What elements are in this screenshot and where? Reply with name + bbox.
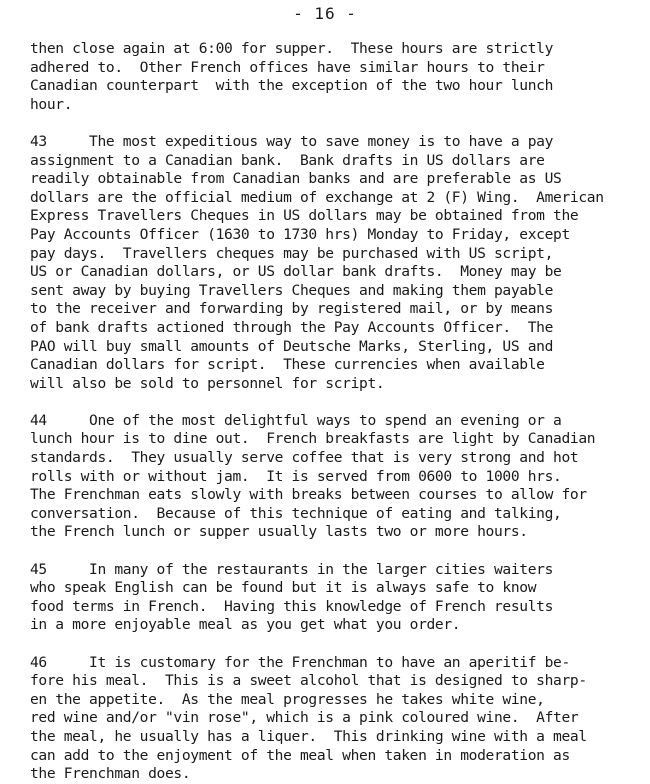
text-line: Canadian dollars for script. These currencies when available bbox=[30, 356, 545, 374]
paragraph bbox=[30, 133, 604, 393]
text-line: 45 In many of the restaurants in the larger cities waiters bbox=[30, 560, 554, 578]
text-line: hour. bbox=[30, 95, 73, 113]
text-line: assignment to a Canadian bank. Bank drafts in US dollars are bbox=[30, 151, 545, 169]
text-line: sent away by buying Travellers Cheques and making them payable bbox=[30, 281, 554, 299]
text-line: PAO will buy small amounts of Deutsche Marks, Sterling, US and bbox=[30, 337, 554, 355]
paragraph-gap bbox=[30, 114, 604, 133]
paragraph bbox=[30, 412, 604, 542]
text-line: food terms in French. Having this knowledge of French results bbox=[30, 597, 554, 615]
text-line: 43 The most expeditious way to save money is to have a pay bbox=[30, 132, 554, 150]
text-line: standards. They usually serve coffee that is very strong and hot bbox=[30, 449, 579, 467]
text-line: adhered to. Other French offices have similar hours to their bbox=[30, 58, 545, 76]
text-line: can add to the enjoyment of the meal when taken in moderation as bbox=[30, 746, 570, 764]
text-line: conversation. Because of this technique of eating and talking, bbox=[30, 504, 562, 522]
text-line: rolls with or without jam. It is served from 0600 to 1000 hrs. bbox=[30, 467, 562, 485]
text-line: lunch hour is to dine out. French breakfasts are light by Canadian bbox=[30, 430, 596, 448]
text-line: red wine and/or "vin rose", which is a pink coloured wine. After bbox=[30, 709, 579, 727]
text-line: pay days. Travellers cheques may be purchased with US script, bbox=[30, 244, 554, 262]
paragraph bbox=[30, 561, 604, 635]
text-line: the meal, he usually has a liquer. This drinking wine with a meal bbox=[30, 727, 587, 745]
paragraph bbox=[30, 654, 604, 784]
text-line: to the receiver and forwarding by registered mail, or by means bbox=[30, 300, 554, 318]
text-line: who speak English can be found but it is always safe to know bbox=[30, 579, 537, 597]
text-line: fore his meal. This is a sweet alcohol that is designed to sharp- bbox=[30, 672, 587, 690]
text-line: then close again at 6:00 for supper. These hours are strictly bbox=[30, 40, 554, 57]
text-line: 46 It is customary for the Frenchman to have an aperitif be- bbox=[30, 653, 570, 671]
paragraph-gap bbox=[30, 635, 604, 654]
text-line: in a more enjoyable meal as you get what you order. bbox=[30, 616, 461, 634]
text-line: will also be sold to personnel for script. bbox=[30, 374, 385, 392]
text-line: the French lunch or supper usually lasts two or more hours. bbox=[30, 523, 528, 541]
paragraph bbox=[30, 40, 604, 114]
text-line: en the appetite. As the meal progresses he takes white wine, bbox=[30, 690, 545, 708]
page-number: - 16 - bbox=[293, 4, 357, 23]
text-line: US or Canadian dollars, or US dollar bank drafts. Money may be bbox=[30, 263, 562, 281]
text-line: Pay Accounts Officer (1630 to 1730 hrs) Monday to Friday, except bbox=[30, 225, 570, 243]
text-line: 44 One of the most delightful ways to spend an evening or a bbox=[30, 411, 562, 429]
text-line: Canadian counterpart with the exception of the two hour lunch bbox=[30, 77, 554, 95]
document-body bbox=[30, 40, 604, 784]
text-line: readily obtainable from Canadian banks and are preferable as US bbox=[30, 170, 562, 188]
text-line: The Frenchman eats slowly with breaks between courses to allow for bbox=[30, 486, 587, 504]
text-line: Express Travellers Cheques in US dollars may be obtained from the bbox=[30, 207, 579, 225]
text-line: the Frenchman does. bbox=[30, 765, 191, 783]
text-line: of bank drafts actioned through the Pay Accounts Officer. The bbox=[30, 318, 554, 336]
text-line: dollars are the official medium of exchange at 2 (F) Wing. American bbox=[30, 188, 604, 206]
paragraph-gap bbox=[30, 393, 604, 412]
paragraph-gap bbox=[30, 542, 604, 561]
